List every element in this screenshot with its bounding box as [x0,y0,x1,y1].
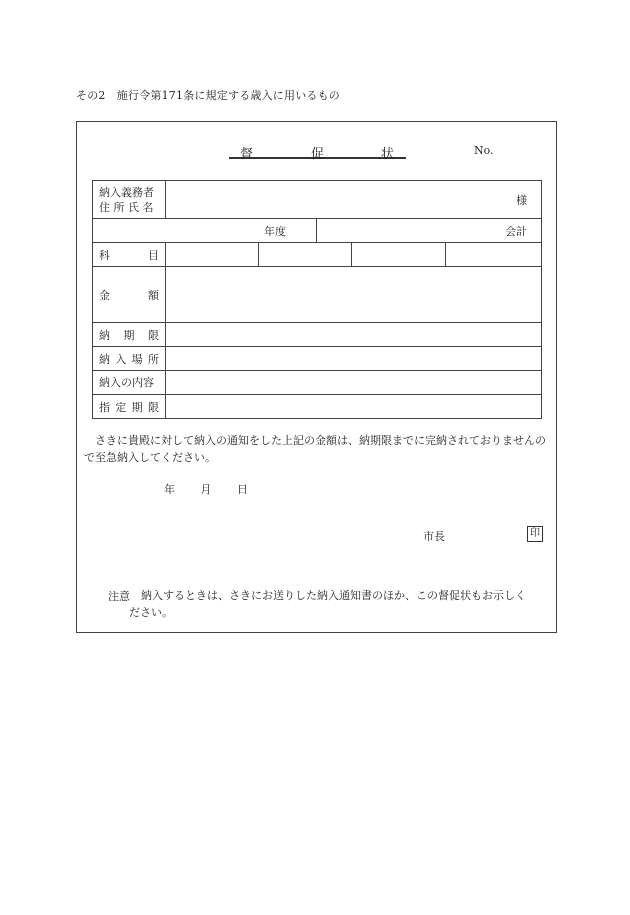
sama-label: 様 [516,193,528,207]
account-label: 会計 [505,224,528,238]
page-heading: その2 施行令第171条に規定する歳入に用いるもの [76,89,340,102]
fiscal-year-label: 年度 [264,224,286,238]
note-label: 注意 [108,590,130,603]
mayor-label: 市長 [423,530,445,543]
seal-mark: 印 [527,526,543,542]
month-char: 月 [200,483,212,496]
label-char: 期 [131,400,143,414]
designated-cell [166,395,542,419]
label-char: 額 [148,288,159,302]
place-cell [166,347,542,371]
number-label: No. [474,144,494,157]
label-char: 限 [147,400,159,414]
day-char: 日 [237,483,248,496]
table-row [93,243,542,267]
subject-cell [166,243,259,267]
year-char: 年 [164,483,175,496]
subject-cell [446,243,542,267]
subject-cell [352,243,446,267]
subject-cell [259,243,352,267]
table-row [93,181,542,219]
deadline-cell [166,323,542,347]
obligor-label [93,181,166,219]
title-char: 督 [240,147,254,162]
label-char: 入 [115,352,127,366]
label-char: 金 [99,288,110,302]
obligor-label-line2: 住 所 氏 名 [99,200,154,214]
form-title [229,143,406,162]
table-row [93,371,542,395]
title-char: 状 [381,147,395,162]
table-row [93,219,542,243]
amount-label [93,267,166,323]
label-char: 目 [148,248,159,262]
note-text-continued: ださい。 [129,606,173,619]
label-char: 限 [148,328,159,342]
subject-label [93,243,166,267]
designated-label [93,395,166,419]
content-cell [166,371,542,395]
label-char: 所 [147,352,159,366]
label-char: 定 [115,400,127,414]
title-char: 促 [311,147,325,162]
notice-table [92,180,542,419]
label-char: 期 [123,328,135,342]
table-row [93,267,542,323]
fiscal-year-cell [93,219,317,243]
notice-body-text: さきに貴殿に対して納入の通知をした上記の金額は、納期限までに完納されておりませんので至急納入してください。 [84,434,546,464]
amount-cell [166,267,542,323]
label-char: 納 [99,328,110,342]
deadline-label [93,323,166,347]
note-text: 納入するときは、さきにお送りした納入通知書のほか、この督促状もお示しく [141,589,526,602]
account-cell [317,219,542,243]
table-row [93,347,542,371]
obligor-label-line1: 納入義務者 [99,185,154,199]
label-char: 指 [99,400,110,414]
content-label: 納入の内容 [93,371,166,395]
table-row [93,395,542,419]
place-label [93,347,166,371]
label-char: 科 [99,248,110,262]
date-line [164,481,270,497]
label-char: 納 [99,352,110,366]
obligor-cell [166,181,542,219]
label-char: 場 [131,352,143,366]
table-row [93,323,542,347]
